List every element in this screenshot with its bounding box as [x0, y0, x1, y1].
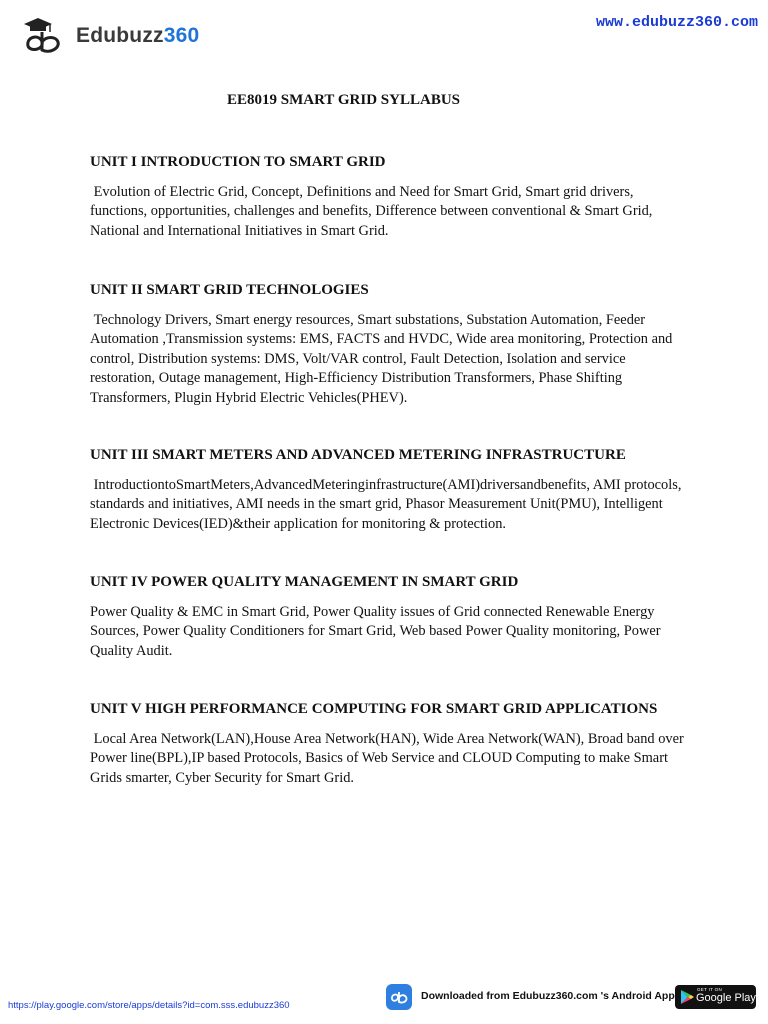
unit-heading: UNIT IV POWER QUALITY MANAGEMENT IN SMART GRID: [90, 574, 519, 590]
unit-body: Technology Drivers, Smart energy resources, Smart substations, Substation Automation, Feeder Automation ,Transmission systems: EMS, FACTS and HVDC, Wide area monitoring, Protection and control, Distribution systems: DMS, Volt/VAR control, Fault Detection, Isolation and service restoration, Outage management, High-Efficiency Distribution Transformers, Phase Shifting Transformers, Plugin Hybrid Electric Vehicles(PHEV).: [90, 312, 673, 406]
site-url-link[interactable]: www.edubuzz360.com: [595, 14, 758, 31]
unit-body: Evolution of Electric Grid, Concept, Definitions and Need for Smart Grid, Smart grid drivers, functions, opportunities, challenges and benefits, Difference between conventional & Smart Grid, National and International Initiatives in Smart Grid.: [90, 184, 653, 239]
badge-big-text: Google Play: [696, 992, 756, 1004]
document-title: EE8019 SMART GRID SYLLABUS: [227, 92, 460, 108]
download-text: Downloaded from Edubuzz360.com 's Android App: [421, 990, 675, 1002]
unit-5: [90, 700, 690, 788]
google-play-icon: [679, 989, 695, 1005]
unit-body: Local Area Network(LAN),House Area Network(HAN), Wide Area Network(WAN), Broad band over Power line(BPL),IP based Protocols, Basics of Web Service and CLOUD Computing to make Smart Grids smarter, Cyber Security for Smart Grid.: [90, 731, 684, 786]
edubuzz-logo[interactable]: [20, 14, 199, 58]
unit-4: [90, 573, 690, 661]
badge-small-text: GET IT ON: [697, 987, 723, 992]
unit-heading: UNIT III SMART METERS AND ADVANCED METERING INFRASTRUCTURE: [90, 447, 626, 463]
app-icon[interactable]: [386, 984, 412, 1010]
page-footer: [0, 976, 768, 1024]
play-store-link[interactable]: https://play.google.com/store/apps/details?id=com.sss.edubuzz360: [8, 1000, 290, 1011]
unit-heading: UNIT V HIGH PERFORMANCE COMPUTING FOR SMART GRID APPLICATIONS: [90, 701, 658, 717]
unit-body: Power Quality & EMC in Smart Grid, Power Quality issues of Grid connected Renewable Energy Sources, Power Quality Conditioners for Smart Grid, Web based Power Quality monitoring, Power Quality Audit.: [90, 604, 661, 659]
page-header: [0, 0, 768, 70]
unit-3: [90, 446, 690, 534]
unit-1: [90, 153, 690, 241]
logo-text: Edubuzz360: [76, 24, 200, 47]
graduation-cap-icon: [20, 14, 72, 58]
google-play-badge[interactable]: [675, 985, 756, 1009]
unit-2: [90, 281, 690, 408]
unit-heading: UNIT II SMART GRID TECHNOLOGIES: [90, 282, 369, 298]
eb-logo-icon: [20, 14, 72, 58]
unit-heading: UNIT I INTRODUCTION TO SMART GRID: [90, 154, 386, 170]
unit-body: IntroductiontoSmartMeters,AdvancedMeteringinfrastructure(AMI)driversandbenefits, AMI protocols, standards and initiatives, AMI needs in the smart grid, Phasor Measurement Unit(PMU), Intelligent Electronic Devices(IED)&their application for monitoring & protection.: [90, 477, 682, 532]
